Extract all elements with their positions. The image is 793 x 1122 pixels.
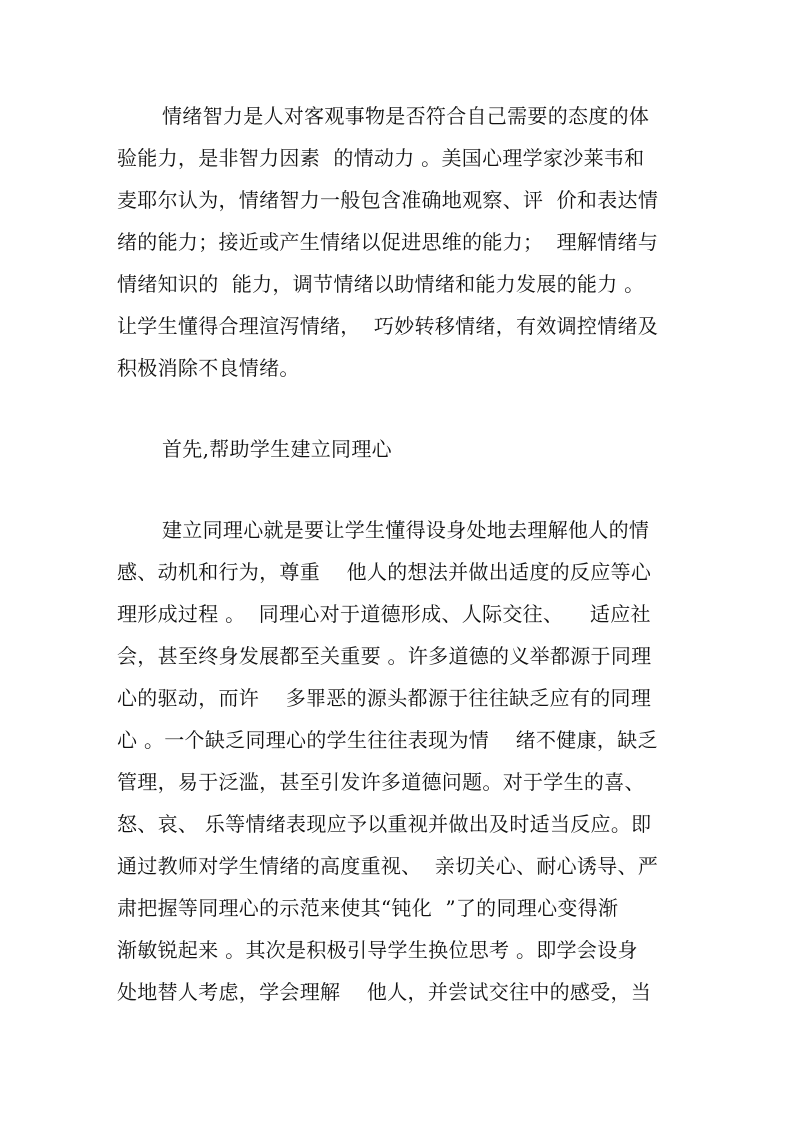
- paragraph-1-line-4: 绪的能力；接近或产生情绪以促进思维的能力； 理解情绪与: [117, 230, 659, 254]
- paragraph-2-line-9: 通过教师对学生情绪的高度重视、 亲切关心、耐心诱导、严: [117, 854, 659, 878]
- paragraph-2-line-6: 心 。一个缺乏同理心的学生往往表现为情 绪不健康，缺乏: [117, 728, 658, 752]
- paragraph-2-line-2: 感、动机和行为，尊重 他人的想法并做出适度的反应等心: [117, 560, 652, 584]
- paragraph-1-line-5: 情绪知识的 能力，调节情绪以助情绪和能力发展的能力 。: [117, 272, 645, 296]
- paragraph-2-line-1: 建立同理心就是要让学生懂得设身处地去理解他人的情: [162, 518, 650, 542]
- paragraph-1-line-7: 积极消除不良情绪。: [117, 356, 300, 380]
- paragraph-2-line-11: 渐敏锐起来 。其次是积极引导学生换位思考 。即学会设身: [117, 938, 638, 962]
- paragraph-2-line-3: 理形成过程 。 同理心对于道德形成、人际交往、 适应社: [117, 602, 651, 626]
- paragraph-1-line-2: 验能力，是非智力因素 的情动力 。美国心理学家沙莱韦和: [117, 146, 645, 170]
- paragraph-1-line-6: 让学生懂得合理渲泻情绪， 巧妙转移情绪，有效调控情绪及: [117, 314, 659, 338]
- paragraph-2-line-12: 处地替人考虑，学会理解 他人，并尝试交往中的感受，当: [117, 980, 652, 1004]
- paragraph-1-line-1: 情绪智力是人对客观事物是否符合自己需要的态度的体: [162, 104, 650, 128]
- paragraph-2-line-7: 管理，易于泛滥，甚至引发许多道德问题。对于学生的喜、: [117, 770, 645, 794]
- paragraph-2-line-10: 肃把握等同理心的示范来使其“钝化 ”了的同理心变得渐: [117, 896, 619, 920]
- paragraph-2-line-8: 怒、哀、 乐等情绪表现应予以重视并做出及时适当反应。即: [117, 812, 652, 836]
- paragraph-2-line-5: 心的驱动，而许 多罪恶的源头都源于往往缺乏应有的同理: [117, 686, 652, 710]
- paragraph-2-line-4: 会，甚至终身发展都至关重要 。许多道德的义举都源于同理: [117, 644, 652, 668]
- paragraph-1-line-3: 麦耶尔认为，情绪智力一般包含准确地观察、评 价和表达情: [117, 188, 659, 212]
- section-heading: 首先,帮助学生建立同理心: [162, 437, 392, 461]
